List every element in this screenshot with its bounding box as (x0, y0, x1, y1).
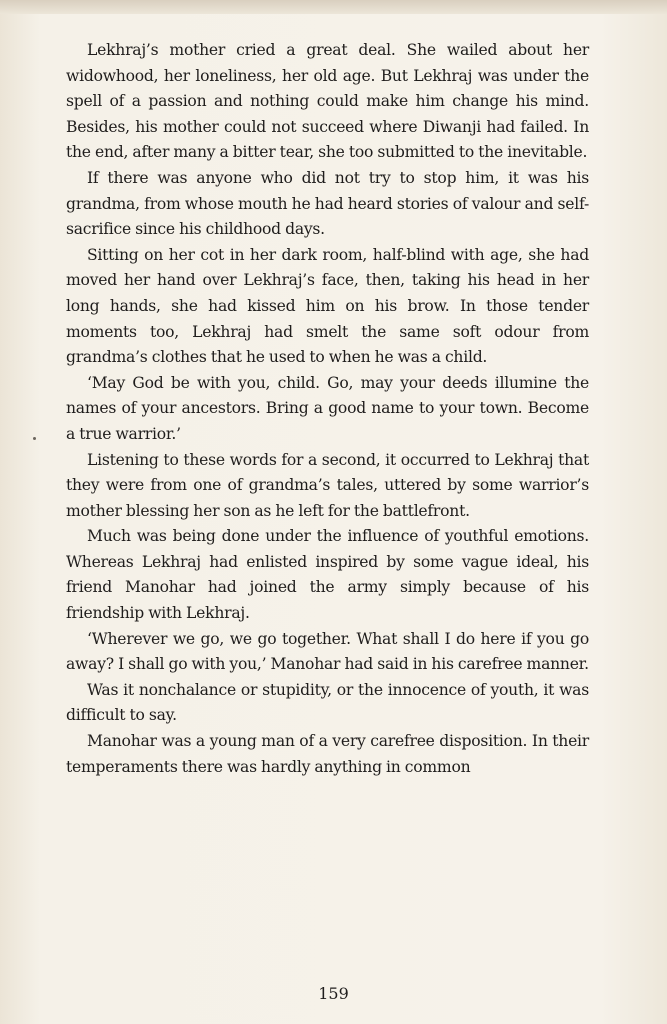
paragraph: Sitting on her cot in her dark room, half-blind with age, she had moved her hand over Lekhraj’s face, then, taking his head in her long hands, she had kissed him on his brow. In those tender moments too, Lekhraj had smelt the same soft odour from grandma’s clothes that he used to when he was a child. (66, 245, 589, 367)
paragraph: Was it nonchalance or stupidity, or the innocence of youth, it was difficult to say. (66, 680, 589, 725)
print-speck (33, 437, 36, 440)
page-number: 159 (318, 984, 349, 1003)
paragraph: ‘May God be with you, child. Go, may your deeds illumine the names of your ancestors. Bring a good name to your town. Become a true warrior.’ (66, 373, 589, 443)
paragraph: Lekhraj’s mother cried a great deal. She wailed about her widowhood, her loneliness, her old age. But Lekhraj was under the spell of a passion and nothing could make him change his mind. Besides, his mother could not succeed where Diwanji had failed. In the end, after many a bitter tear, she too submitted to the inevitable. (66, 41, 589, 162)
paragraph: ‘Wherever we go, we go together. What shall I do here if you go away? I shall go with you,’ Manohar had said in his carefree manner. (66, 629, 589, 674)
paragraph: Manohar was a young man of a very carefree disposition. In their temperaments there was hardly anything in common (66, 732, 589, 776)
paragraph: Much was being done under the influence of youthful emotions. Whereas Lekhraj had enlisted inspired by some vague ideal, his friend Manohar had joined the army simply because of his friendship with Lekhraj. (66, 527, 589, 623)
body-text (66, 38, 589, 780)
paragraph: If there was anyone who did not try to stop him, it was his grandma, from whose mouth he had heard stories of valour and self-sacrifice since his childhood days. (66, 168, 589, 239)
page-top-edge (0, 0, 667, 14)
paragraph: Listening to these words for a second, it occurred to Lekhraj that they were from one of grandma’s tales, uttered by some warrior’s mother blessing her son as he left for the battlefront. (66, 450, 589, 520)
